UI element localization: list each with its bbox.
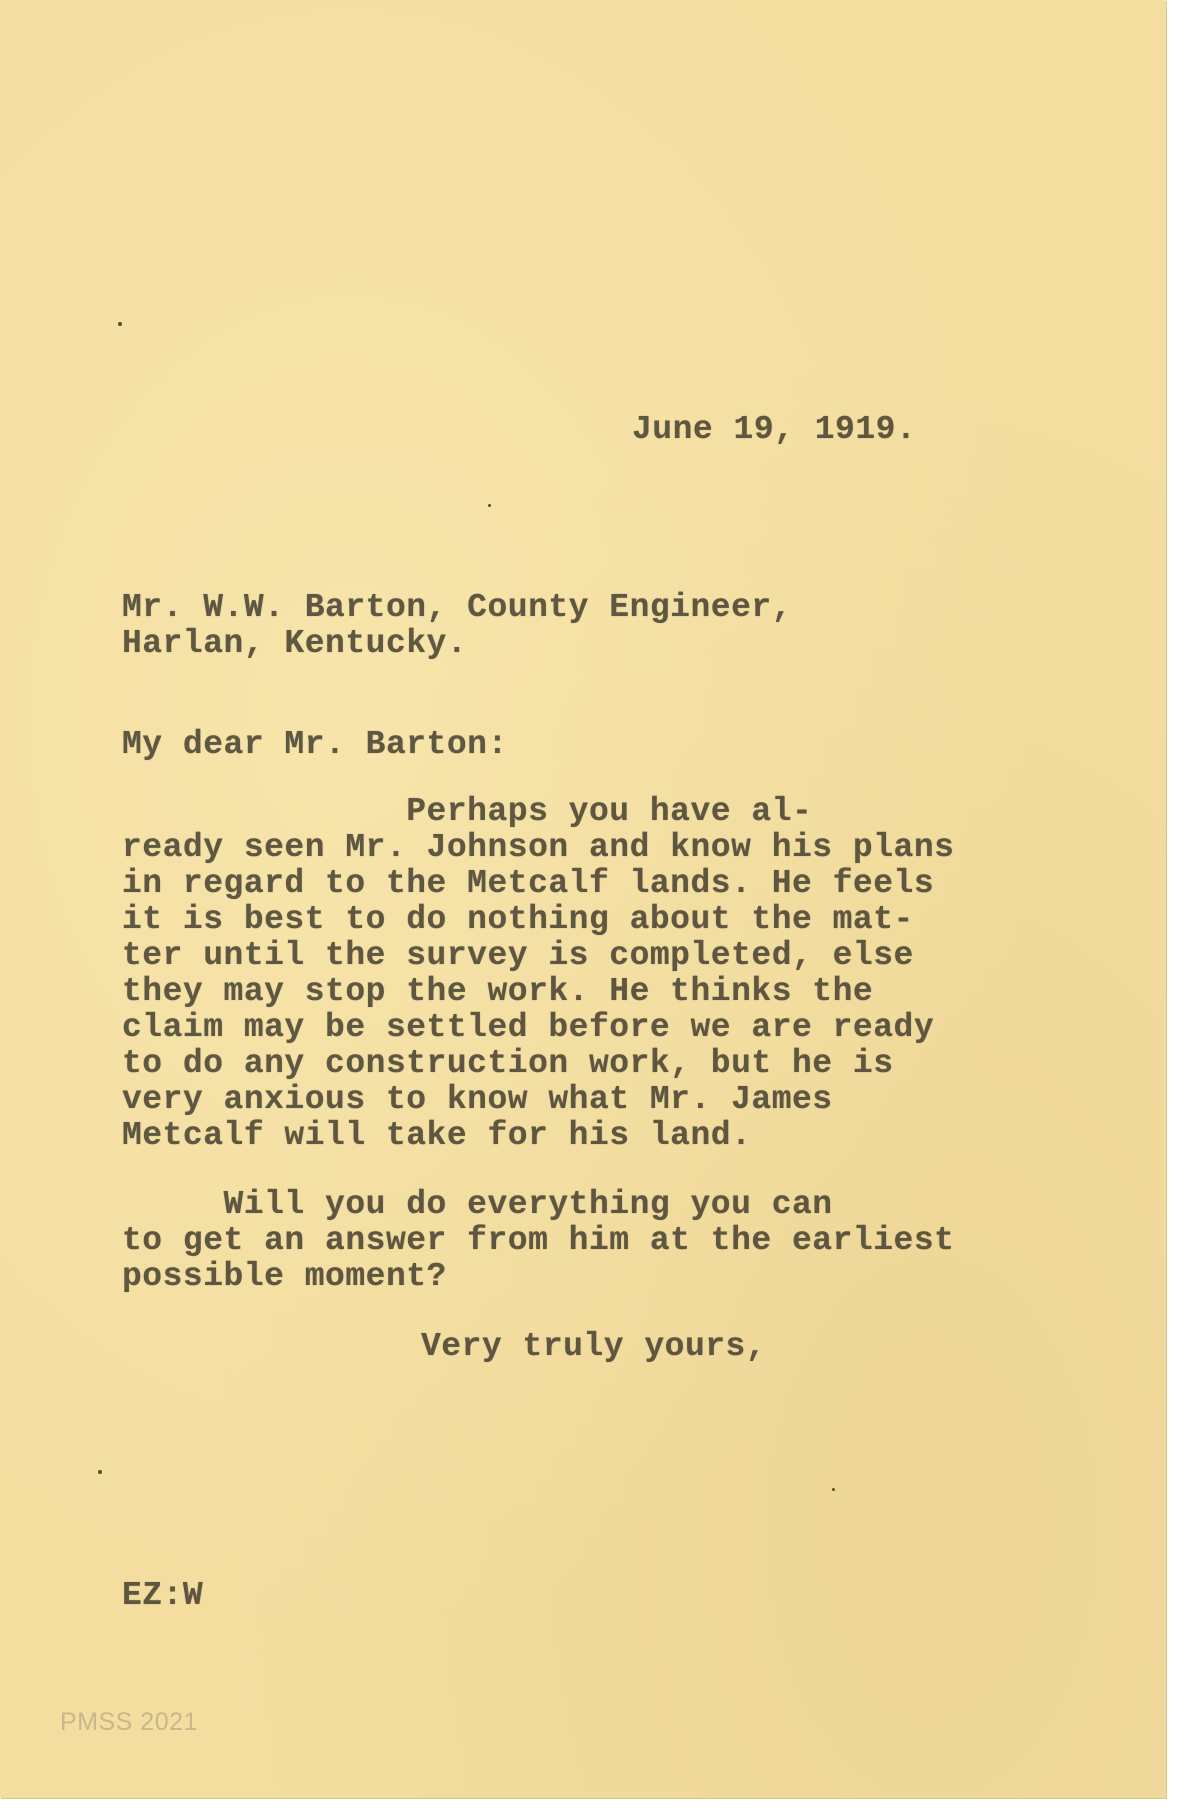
body-line: they may stop the work. He thinks the	[122, 973, 874, 1010]
archive-watermark: PMSS 2021	[60, 1708, 198, 1736]
body-line: in regard to the Metcalf lands. He feels	[122, 865, 935, 902]
body-line: Metcalf will take for his land.	[122, 1117, 752, 1154]
address-line: Harlan, Kentucky.	[122, 625, 468, 662]
body-paragraph-1	[122, 794, 954, 1154]
salutation: My dear Mr. Barton:	[122, 726, 508, 763]
paper-speck	[98, 1470, 102, 1474]
address-line: Mr. W.W. Barton, County Engineer,	[122, 589, 793, 626]
body-line: Perhaps you have al-	[122, 793, 813, 830]
body-line: ready seen Mr. Johnson and know his plans	[122, 829, 955, 866]
body-paragraph-2	[122, 1187, 954, 1295]
paper-speck	[832, 1488, 835, 1491]
body-line: possible moment?	[122, 1258, 447, 1295]
closing: Very truly yours,	[421, 1328, 767, 1365]
body-line: to get an answer from him at the earliest	[122, 1222, 955, 1259]
body-line: very anxious to know what Mr. James	[122, 1081, 833, 1118]
paper-speck	[488, 504, 491, 507]
typist-initials: EZ:W	[122, 1577, 204, 1614]
body-line: it is best to do nothing about the mat-	[122, 901, 914, 938]
body-line: claim may be settled before we are ready	[122, 1009, 935, 1046]
body-line: ter until the survey is completed, else	[122, 937, 914, 974]
paper-speck	[118, 322, 122, 326]
recipient-address	[122, 590, 792, 662]
body-line: Will you do everything you can	[122, 1186, 833, 1223]
letter-date: June 19, 1919.	[632, 411, 917, 448]
body-line: to do any construction work, but he is	[122, 1045, 894, 1082]
